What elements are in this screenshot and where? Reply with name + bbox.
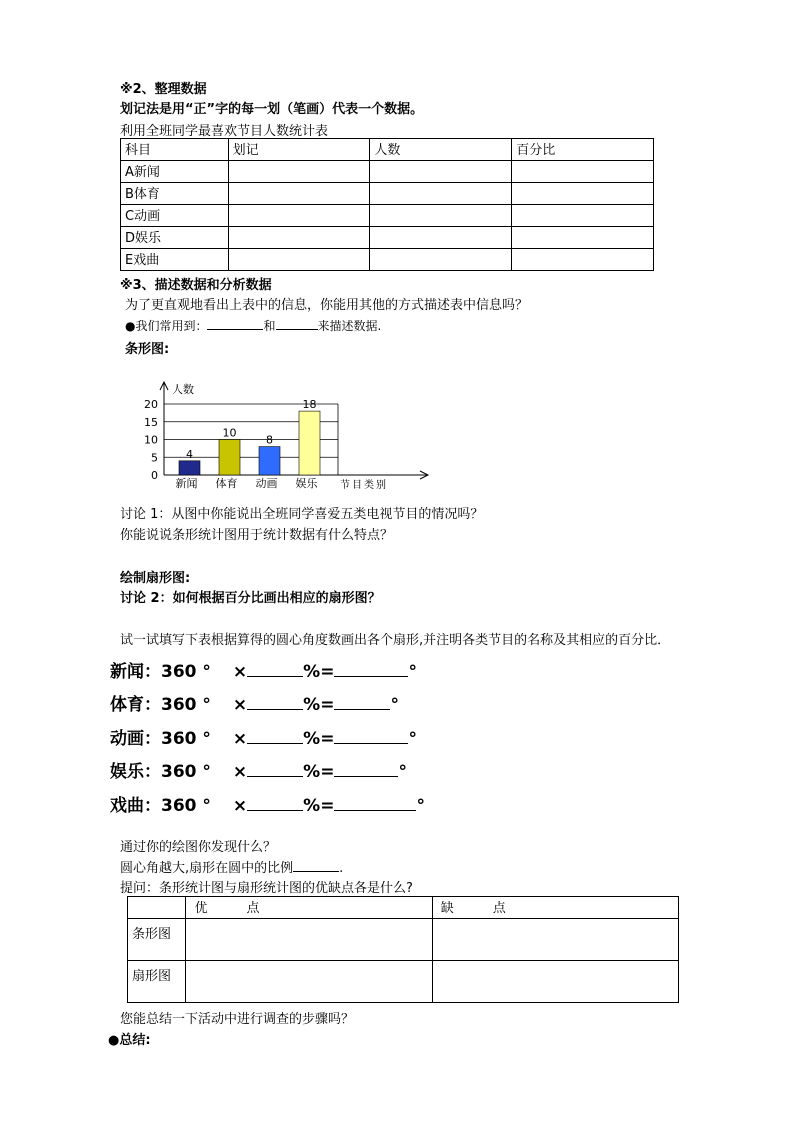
percent-equals: %= — [303, 729, 335, 749]
data-label: 18 — [302, 398, 317, 412]
percent-equals: %= — [303, 695, 335, 715]
tally-cell[interactable] — [228, 205, 370, 227]
fill-mid: 和 — [263, 319, 276, 333]
bar-cons-cell[interactable] — [432, 919, 678, 961]
bar — [219, 440, 240, 476]
closing-question: 您能总结一下活动中进行调查的步骤吗？ — [120, 1012, 355, 1027]
formula-row-news — [110, 657, 417, 682]
discussion1-line1: 讨论 1：从图中你能说出全班同学喜爱五类电视节目的情况吗？ — [120, 507, 484, 522]
y-tick-label: 5 — [151, 451, 158, 465]
blank-percent[interactable] — [247, 662, 303, 677]
row-label: E戏曲 — [121, 249, 229, 271]
blank-percent[interactable] — [247, 695, 303, 710]
times-symbol: × — [232, 729, 248, 749]
blank-percent[interactable] — [247, 796, 303, 811]
compare-header-cons: 缺 点 — [432, 897, 678, 919]
times-symbol: × — [232, 762, 248, 782]
formula-row-sports — [110, 690, 399, 715]
formula-base: 360 ° — [161, 762, 211, 782]
compare-header-pros: 优 点 — [186, 897, 432, 919]
data-label: 8 — [266, 433, 273, 447]
bar — [259, 447, 280, 475]
y-axis-label: 人数 — [172, 383, 194, 396]
row-label: D娱乐 — [121, 227, 229, 249]
formula-base: 360 ° — [161, 729, 211, 749]
degree-symbol: ° — [390, 695, 399, 715]
pie-heading: 绘制扇形图: — [120, 571, 191, 586]
formula-label: 娱乐： — [110, 762, 161, 782]
header-count: 人数 — [370, 139, 512, 161]
findings-q3: 提问：条形统计图与扇形统计图的优缺点各是什么? — [120, 881, 413, 896]
bar — [299, 411, 320, 475]
times-symbol: × — [232, 796, 248, 816]
percent-cell[interactable] — [512, 161, 654, 183]
fill-suffix: 来描述数据. — [317, 319, 382, 333]
count-cell[interactable] — [370, 227, 512, 249]
degree-symbol: ° — [398, 762, 407, 782]
formula-base: 360 ° — [161, 695, 211, 715]
blank-percent[interactable] — [247, 729, 303, 744]
percent-equals: %= — [303, 762, 335, 782]
discussion1-line2: 你能说说条形统计图用于统计数据有什么特点？ — [120, 528, 394, 543]
fill-prefix: ●我们常用到： — [125, 319, 208, 333]
tally-cell[interactable] — [228, 249, 370, 271]
tally-cell[interactable] — [228, 227, 370, 249]
findings-q2-prefix: 圆心角越大,扇形在圆中的比例 — [120, 861, 294, 876]
pie-cons-cell[interactable] — [432, 961, 678, 1003]
row-label: C动画 — [121, 205, 229, 227]
findings-q2-suffix: . — [339, 861, 344, 876]
percent-cell[interactable] — [512, 249, 654, 271]
blank-degree[interactable] — [334, 695, 390, 710]
blank-degree[interactable] — [334, 762, 398, 777]
pie-instruction: 试一试填写下表根据算得的圆心角度数画出各个扇形,并注明各类节目的名称及其相应的百分比． — [120, 633, 671, 648]
count-cell[interactable] — [370, 205, 512, 227]
formula-base: 360 ° — [161, 662, 211, 682]
percent-equals: %= — [303, 796, 335, 816]
formula-row-entertainment — [110, 757, 407, 782]
x-axis-label: 节目类别 — [340, 480, 388, 491]
x-tick-label: 体育 — [215, 477, 238, 490]
percent-equals: %= — [303, 662, 335, 682]
formula-base: 360 ° — [161, 796, 211, 816]
data-label: 10 — [222, 426, 237, 440]
row-label: B体育 — [121, 183, 229, 205]
common-methods-line — [125, 316, 381, 334]
count-cell[interactable] — [370, 249, 512, 271]
bar-heading: 条形图: — [125, 342, 170, 357]
x-tick-label: 新闻 — [175, 477, 198, 490]
count-cell[interactable] — [370, 183, 512, 205]
formula-label: 动画： — [110, 729, 161, 749]
compare-corner — [128, 897, 186, 919]
x-tick-label: 娱乐 — [295, 477, 318, 490]
bar — [179, 461, 200, 475]
findings-q2 — [120, 857, 343, 876]
tally-table — [120, 138, 654, 271]
compare-row-pie: 扇形图 — [128, 961, 186, 1003]
section3-heading: ※3、描述数据和分析数据 — [120, 278, 272, 293]
times-symbol: × — [232, 662, 248, 682]
tally-cell[interactable] — [228, 183, 370, 205]
x-tick-label: 动画 — [255, 477, 278, 490]
blank-degree[interactable] — [334, 729, 408, 744]
percent-cell[interactable] — [512, 205, 654, 227]
bar-pros-cell[interactable] — [186, 919, 432, 961]
percent-cell[interactable] — [512, 227, 654, 249]
header-tally: 划记 — [228, 139, 370, 161]
section2-heading: ※2、整理数据 — [120, 82, 207, 97]
tally-description: 划记法是用“正”字的每一划（笔画）代表一个数据。 — [120, 102, 424, 117]
formula-label: 戏曲： — [110, 796, 161, 816]
blank-degree[interactable] — [334, 796, 416, 811]
compare-row-bar: 条形图 — [128, 919, 186, 961]
blank-method-1[interactable] — [207, 316, 263, 330]
pie-pros-cell[interactable] — [186, 961, 432, 1003]
compare-table — [127, 896, 679, 1003]
y-tick-label: 10 — [144, 433, 158, 447]
header-percent: 百分比 — [512, 139, 654, 161]
formula-row-animation — [110, 724, 417, 749]
percent-cell[interactable] — [512, 183, 654, 205]
count-cell[interactable] — [370, 161, 512, 183]
y-tick-label: 20 — [144, 398, 158, 411]
table-caption: 利用全班同学最喜欢节目人数统计表 — [120, 124, 329, 139]
tally-cell[interactable] — [228, 161, 370, 183]
bar-chart — [130, 374, 440, 496]
formula-label: 体育： — [110, 695, 161, 715]
summary-heading: ●总结: — [108, 1033, 151, 1048]
section3-question: 为了更直观地看出上表中的信息，你能用其他的方式描述表中信息吗？ — [125, 298, 529, 313]
degree-symbol: ° — [408, 729, 417, 749]
degree-symbol: ° — [408, 662, 417, 682]
row-label: A新闻 — [121, 161, 229, 183]
findings-q1: 通过你的绘图你发现什么？ — [120, 840, 277, 855]
y-tick-label: 15 — [144, 415, 158, 429]
blank-percent[interactable] — [247, 762, 303, 777]
degree-symbol: ° — [416, 796, 425, 816]
header-subject: 科目 — [121, 139, 229, 161]
formula-row-opera — [110, 791, 425, 816]
y-tick-label: 0 — [151, 469, 158, 482]
blank-method-2[interactable] — [276, 316, 318, 330]
discussion2: 讨论 2：如何根据百分比画出相应的扇形图？ — [120, 591, 381, 606]
blank-proportion[interactable] — [293, 858, 339, 872]
data-label: 4 — [186, 447, 193, 461]
blank-degree[interactable] — [334, 662, 408, 677]
times-symbol: × — [232, 695, 248, 715]
formula-label: 新闻： — [110, 662, 161, 682]
